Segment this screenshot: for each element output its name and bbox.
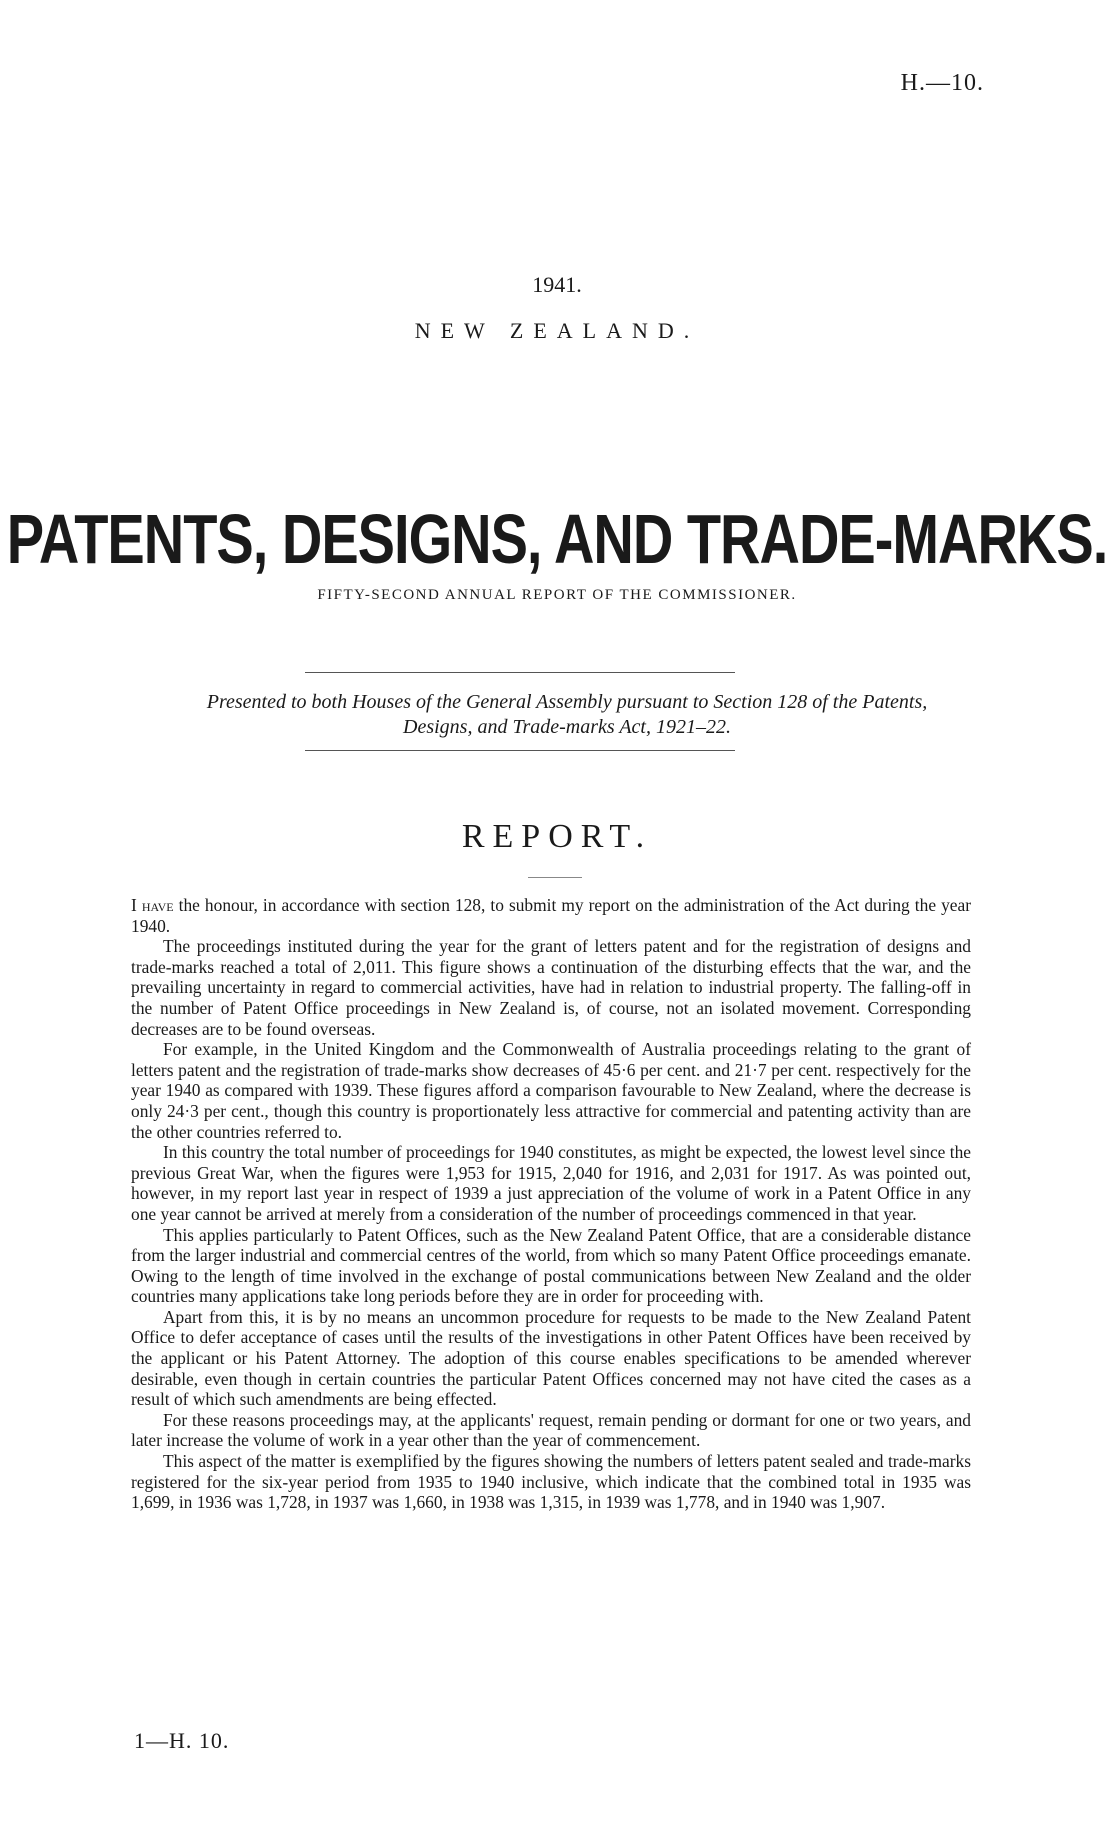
paragraph: The proceedings instituted during the year for the grant of letters patent and for the registration of designs and trade-marks reached a total of 2,011. This figure shows a continuation of the disturbing effects that the war, and the prevailing uncertainty in regard to commercial activities, have had in relation to industrial property. The falling-off in the number of Patent Office proceedings in New Zealand is, of course, not an isolated movement. Corresponding decreases are to be found overseas.: [131, 936, 971, 1039]
paragraph: In this country the total number of proceedings for 1940 constitutes, as might be expected, the lowest level since the previous Great War, when the figures were 1,953 for 1915, 2,040 for 1916, and 2,031 for 1917. As was pointed out, however, in my report last year in respect of 1939 a just appreciation of the volume of work in a Patent Office in any one year cannot be arrived at merely from a consideration of the number of proceedings commenced in that year.: [131, 1142, 971, 1224]
paragraph: Apart from this, it is by no means an uncommon procedure for requests to be made to the New Zealand Patent Office to defer acceptance of cases until the results of the investigations in other Patent Offices have been received by the applicant or his Patent Attorney. The adoption of this course enables specifications to be amended wherever desirable, even though in certain countries the particular Patent Offices concerned may not have cited the cases as a result of which such amendments are being effected.: [131, 1306, 971, 1410]
document-title: PATENTS, DESIGNS, AND TRADE-MARKS.: [6, 499, 1108, 578]
report-heading: REPORT.: [461, 818, 653, 855]
page-reference: H.—10.: [900, 70, 984, 96]
paragraph: [131, 895, 971, 936]
report-body: [131, 895, 971, 1513]
document-subtitle: FIFTY-SECOND ANNUAL REPORT OF THE COMMISSIONER.: [317, 587, 797, 603]
publication-year: 1941.: [532, 272, 582, 297]
paragraph: This aspect of the matter is exemplified by the figures showing the numbers of letters patent sealed and trade-marks registered for the six-year period from 1935 to 1940 inclusive, which indicate that the combined total in 1935 was 1,699, in 1936 was 1,728, in 1937 was 1,660, in 1938 was 1,315, in 1939 was 1,778, and in 1940 was 1,907.: [131, 1451, 971, 1513]
presentation-note: Presented to both Houses of the General Assembly pursuant to Section 128 of the Patents, Designs, and Trade-marks Act, 1921–22.: [206, 691, 928, 738]
divider-rule-bottom: [305, 750, 735, 751]
paragraph: This applies particularly to Patent Offices, such as the New Zealand Patent Office, that are a considerable distance from the larger industrial and commercial centres of the world, from which so many Patent Office proceedings emanate. Owing to the length of time involved in the exchange of postal communications between New Zealand and the older countries many applications take long periods before they are in order for proceeding with.: [131, 1224, 971, 1307]
paragraph: For example, in the United Kingdom and the Commonwealth of Australia proceedings relating to the grant of letters patent and the registration of trade-marks show decreases of 45·6 per cent. and 21·7 per cent. respectively for the year 1940 as compared with 1939. These figures afford a comparison favourable to New Zealand, where the decrease is only 24·3 per cent., though this country is proportionately less attractive for commercial and patenting activity than are the other countries referred to.: [131, 1039, 971, 1142]
paragraph: For these reasons proceedings may, at the applicants' request, remain pending or dormant for one or two years, and later increase the volume of work in a year other than the year of commencement.: [131, 1409, 971, 1451]
divider-rule-top: [305, 672, 735, 673]
heading-divider: [528, 877, 582, 878]
opening-words: I have: [131, 895, 174, 915]
footer-page-reference: 1—H. 10.: [134, 1728, 230, 1753]
country-heading: NEW ZEALAND.: [414, 318, 700, 343]
paragraph-text: the honour, in accordance with section 128, to submit my report on the administration of the Act during the year 1940.: [131, 895, 971, 936]
